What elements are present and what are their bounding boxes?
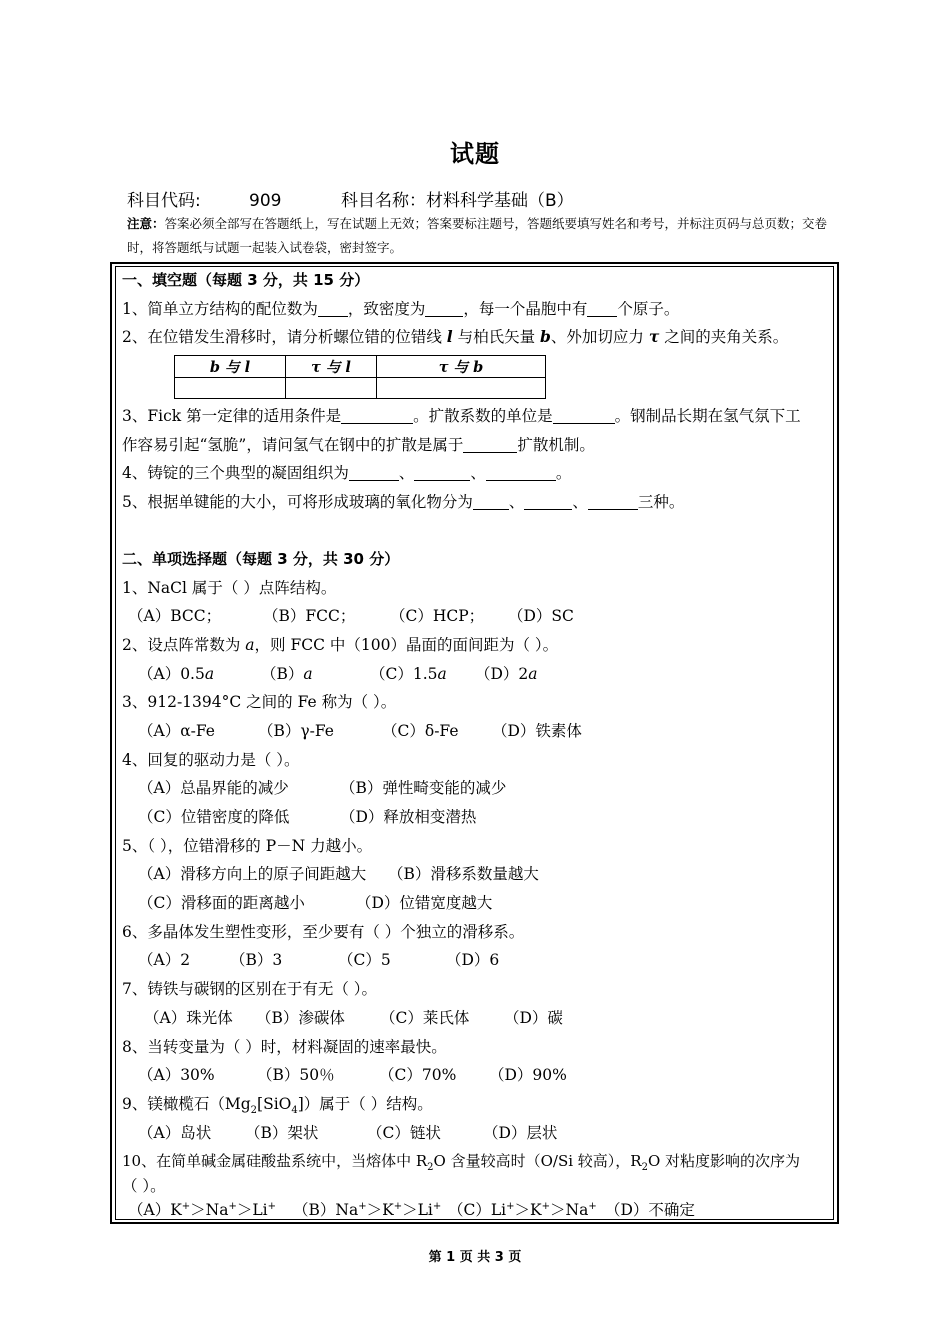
s2-question-1: 1、NaCl 属于（ ）点阵结构。 bbox=[122, 578, 337, 597]
s2-q3-options bbox=[122, 717, 832, 746]
option[interactable]: （C）5 bbox=[338, 951, 391, 970]
s1-question-3-line1: 3、Fick 第一定律的适用条件是 。扩散系数的单位是 。钢制品长期在氢气氛下工 bbox=[122, 407, 801, 426]
blank[interactable] bbox=[588, 491, 638, 510]
section1-title: 一、填空题（每题 3 分，共 15 分） bbox=[122, 271, 370, 289]
blank[interactable] bbox=[341, 405, 413, 424]
option[interactable]: （C）滑移面的距离越小 bbox=[138, 894, 305, 913]
s2-q4-options-row1 bbox=[122, 774, 832, 803]
blank[interactable] bbox=[414, 462, 470, 481]
subject-name: 科目名称：材料科学基础（B） bbox=[341, 191, 574, 211]
s2-question-5: 5、（ ），位错滑移的 P－N 力越小。 bbox=[122, 836, 373, 855]
page-footer: 第 1 页 共 3 页 bbox=[428, 1250, 522, 1265]
blank[interactable] bbox=[318, 298, 348, 317]
note-text: 答案必须全部写在答题纸上，写在试题上无效；答案要标注题号，答题纸要填写姓名和考号，并标注页码与总页数；交卷时，将答题纸与试题一起装入试卷袋，密封签字。 bbox=[127, 216, 828, 255]
option[interactable]: （C）δ-Fe bbox=[382, 721, 459, 740]
option[interactable]: （A）BCC； bbox=[128, 607, 222, 626]
option[interactable]: （B）50％ bbox=[257, 1066, 335, 1085]
blank[interactable] bbox=[463, 434, 517, 453]
option[interactable]: （D）释放相变潜热 bbox=[340, 808, 477, 826]
s1-question-2: 2、在位错发生滑移时，请分析螺位错的位错线 l 与柏氏矢量 b、外加切应力 τ 之间的夹角关系。 bbox=[122, 327, 789, 347]
option[interactable]: （B）3 bbox=[230, 951, 283, 970]
option[interactable]: （C）1.5a bbox=[370, 664, 447, 683]
s1-question-5: 5、根据单键能的大小，可将形成玻璃的氧化物分为 、 、 三种。 bbox=[122, 493, 685, 512]
s2-question-6: 6、多晶体发生塑性变形，至少要有（ ）个独立的滑移系。 bbox=[122, 922, 525, 941]
option[interactable]: （D）SC bbox=[508, 607, 574, 626]
option[interactable]: （C）链状 bbox=[367, 1123, 441, 1142]
option[interactable]: （A）总晶界能的减少 bbox=[138, 779, 289, 798]
s2-question-4: 4、回复的驱动力是（ ）。 bbox=[122, 750, 300, 769]
s2-question-10-cont: （ ）。 bbox=[122, 1176, 166, 1195]
table-header-cell: τ 与 b bbox=[377, 356, 546, 378]
option[interactable]: （C）Li+＞K+＞Na+ bbox=[448, 1200, 597, 1219]
s2-q5-options-row2 bbox=[122, 889, 832, 918]
option[interactable]: （A）K+＞Na+＞Li+ bbox=[128, 1200, 277, 1219]
s2-question-10: 10、在简单碱金属硅酸盐系统中，当熔体中 $R_2O$ 含量较高时（O/Si 较高），$R_2O$ 对粘度影响的次序为 bbox=[122, 1152, 801, 1174]
s2-question-3: 3、912-1394°C 之间的 Fe 称为（ ）。 bbox=[122, 693, 397, 712]
table-answer-row bbox=[175, 378, 546, 399]
option[interactable]: （B）渗碳体 bbox=[256, 1008, 345, 1027]
table-header-cell: τ 与 l bbox=[286, 356, 377, 378]
option[interactable]: （C）70% bbox=[379, 1066, 457, 1085]
option[interactable]: （B）架状 bbox=[245, 1123, 319, 1142]
blank[interactable] bbox=[587, 298, 617, 317]
subject-code-label: 科目代码: bbox=[127, 191, 201, 211]
s2-q4-options-row2 bbox=[122, 803, 832, 832]
option[interactable]: （C）莱氏体 bbox=[380, 1008, 470, 1027]
s2-question-9: 9、镁橄榄石$(Mg_2[SiO_4])$属于（ ）结构。 bbox=[122, 1094, 433, 1116]
note-label: 注意： bbox=[127, 216, 165, 231]
s2-q1-options bbox=[122, 602, 832, 631]
blank[interactable] bbox=[473, 491, 509, 510]
option[interactable]: （A）30% bbox=[138, 1066, 215, 1085]
s2-q2-options bbox=[122, 660, 832, 689]
blank[interactable] bbox=[524, 491, 572, 510]
s2-q7-options bbox=[122, 1004, 832, 1033]
option[interactable]: （D）不确定 bbox=[605, 1200, 695, 1219]
option[interactable]: （A）2 bbox=[138, 951, 191, 970]
option[interactable]: （A）滑移方向上的原子间距越大 bbox=[138, 865, 367, 884]
option[interactable]: （D）位错宽度越大 bbox=[356, 894, 493, 913]
table-answer-cell[interactable] bbox=[377, 378, 546, 399]
table-answer-cell[interactable] bbox=[286, 378, 377, 399]
blank[interactable] bbox=[486, 462, 556, 481]
table-answer-cell[interactable] bbox=[175, 378, 286, 399]
option[interactable]: （D）2a bbox=[475, 664, 538, 683]
s1-question-1: 1、简单立方结构的配位数为 ，致密度为 ，每一个晶胞中有 个原子。 bbox=[122, 299, 680, 318]
option[interactable]: （D）90% bbox=[489, 1066, 567, 1085]
option[interactable]: （B）FCC； bbox=[263, 607, 356, 626]
blank[interactable] bbox=[553, 405, 615, 424]
option[interactable]: （D）6 bbox=[446, 951, 500, 970]
section2-title: 二、单项选择题（每题 3 分，共 30 分） bbox=[122, 549, 400, 568]
option[interactable]: （A）0.5a bbox=[138, 664, 215, 683]
blank[interactable] bbox=[349, 462, 399, 481]
s2-question-7: 7、铸铁与碳钢的区别在于有无（ ）。 bbox=[122, 980, 378, 999]
s2-q8-options bbox=[122, 1061, 832, 1090]
option[interactable]: （B）γ-Fe bbox=[258, 721, 334, 740]
option[interactable]: （B）Na+＞K+＞Li+ bbox=[293, 1200, 442, 1219]
s2-q6-options bbox=[122, 946, 832, 975]
option[interactable]: （A）α-Fe bbox=[138, 721, 215, 740]
table-header-row bbox=[175, 356, 546, 378]
option[interactable]: （B）滑移系数量越大 bbox=[388, 865, 539, 884]
s2-question-2: 2、设点阵常数为 a，则 FCC 中（100）晶面的面间距为（ ）。 bbox=[122, 635, 559, 654]
s2-question-8: 8、当转变量为（ ）时，材料凝固的速率最快。 bbox=[122, 1037, 447, 1056]
s2-q5-options-row1 bbox=[122, 860, 832, 889]
s1-question-3-line2: 作容易引起“氢脆”，请问氢气在钢中的扩散是属于 扩散机制。 bbox=[122, 435, 595, 454]
table-header-cell: b 与 l bbox=[175, 356, 286, 378]
s2-q9-options bbox=[122, 1119, 832, 1148]
blank[interactable] bbox=[425, 298, 463, 317]
option[interactable]: （C）位错密度的降低 bbox=[138, 808, 290, 826]
option[interactable]: （C）HCP； bbox=[390, 607, 485, 626]
s1-question-4: 4、铸锭的三个典型的凝固组织为 、 、 。 bbox=[122, 464, 572, 483]
option[interactable]: （B）弹性畸变能的减少 bbox=[340, 779, 507, 798]
subject-line bbox=[127, 186, 574, 211]
option[interactable]: （D）碳 bbox=[504, 1008, 563, 1027]
option[interactable]: （A）珠光体 bbox=[144, 1008, 233, 1027]
angle-relation-table bbox=[174, 355, 546, 399]
option[interactable]: （B）a bbox=[261, 664, 313, 683]
page-title: 试题 bbox=[450, 140, 500, 168]
exam-note bbox=[127, 212, 832, 260]
s2-q10-options bbox=[122, 1196, 832, 1225]
option[interactable]: （D）层状 bbox=[483, 1123, 558, 1142]
option[interactable]: （D）铁素体 bbox=[492, 721, 582, 740]
subject-code: 909 bbox=[249, 191, 282, 211]
option[interactable]: （A）岛状 bbox=[138, 1123, 212, 1142]
question-content bbox=[122, 266, 832, 1225]
